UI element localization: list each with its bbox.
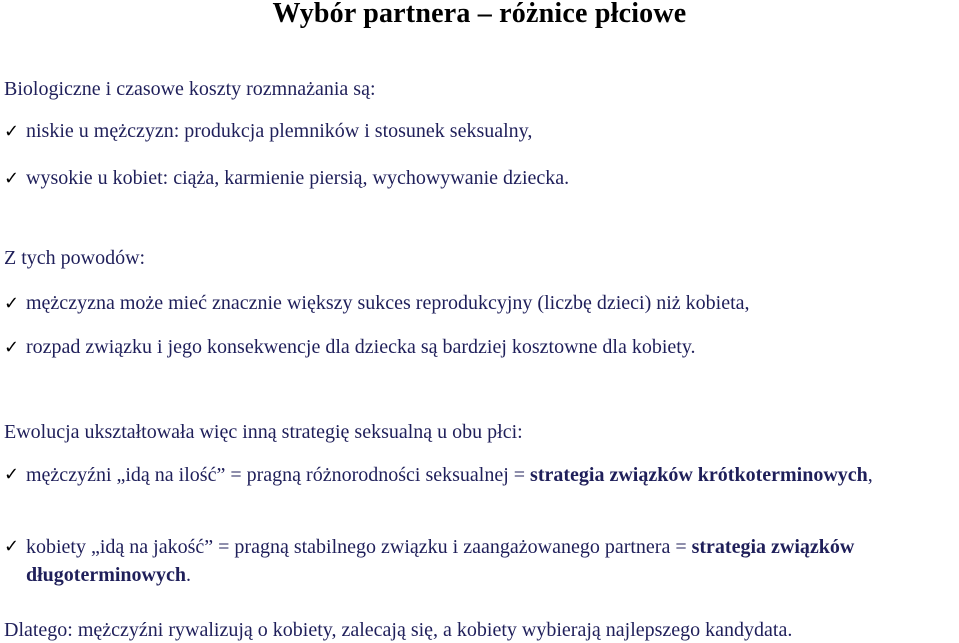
list-item: [4, 165, 569, 192]
section3-heading: Ewolucja ukształtowała więc inną strategię seksualną u obu płci:: [4, 421, 523, 443]
page-title: Wybór partnera – różnice płciowe: [272, 0, 687, 29]
list-item-tail: .: [186, 564, 191, 586]
list-item-text: mężczyźni „idą na ilość” = pragną różnorodności seksualnej =: [26, 464, 531, 486]
checkmark-icon: ✓: [4, 464, 20, 485]
section1-heading: Biologiczne i czasowe koszty rozmnażania są:: [4, 78, 376, 100]
list-item-text: niskie u mężczyzn: produkcja plemników i stosunek seksualny,: [26, 120, 533, 142]
list-item-text: rozpad związku i jego konsekwencje dla dziecka są bardziej kosztowne dla kobiety.: [26, 336, 696, 358]
conclusion: Dlatego: mężczyźni rywalizują o kobiety, zalecają się, a kobiety wybierają najlepszego kandydata.: [4, 619, 793, 641]
list-item: [4, 533, 944, 589]
checkmark-icon: ✓: [4, 293, 20, 314]
checkmark-icon: ✓: [4, 168, 20, 189]
strategy-short-term: strategia związków krótkoterminowych: [530, 464, 868, 486]
list-item-text: kobiety „idą na jakość” = pragną stabilnego związku i zaangażowanego partnera =: [26, 536, 692, 558]
list-item: [4, 290, 750, 317]
list-item-tail: ,: [867, 464, 873, 486]
strategy-long-term: strategia związków długoterminowych: [26, 536, 855, 586]
list-item-text: wysokie u kobiet: ciąża, karmienie piersią, wychowywanie dziecka.: [26, 167, 570, 189]
list-item: [4, 118, 532, 145]
list-item-text: mężczyzna może mieć znacznie większy sukces reprodukcyjny (liczbę dzieci) niż kobieta,: [26, 292, 750, 314]
list-item: [4, 461, 944, 489]
checkmark-icon: ✓: [4, 121, 20, 142]
section2-heading: Z tych powodów:: [4, 247, 146, 269]
checkmark-icon: ✓: [4, 536, 20, 557]
list-item: [4, 334, 696, 361]
checkmark-icon: ✓: [4, 337, 20, 358]
